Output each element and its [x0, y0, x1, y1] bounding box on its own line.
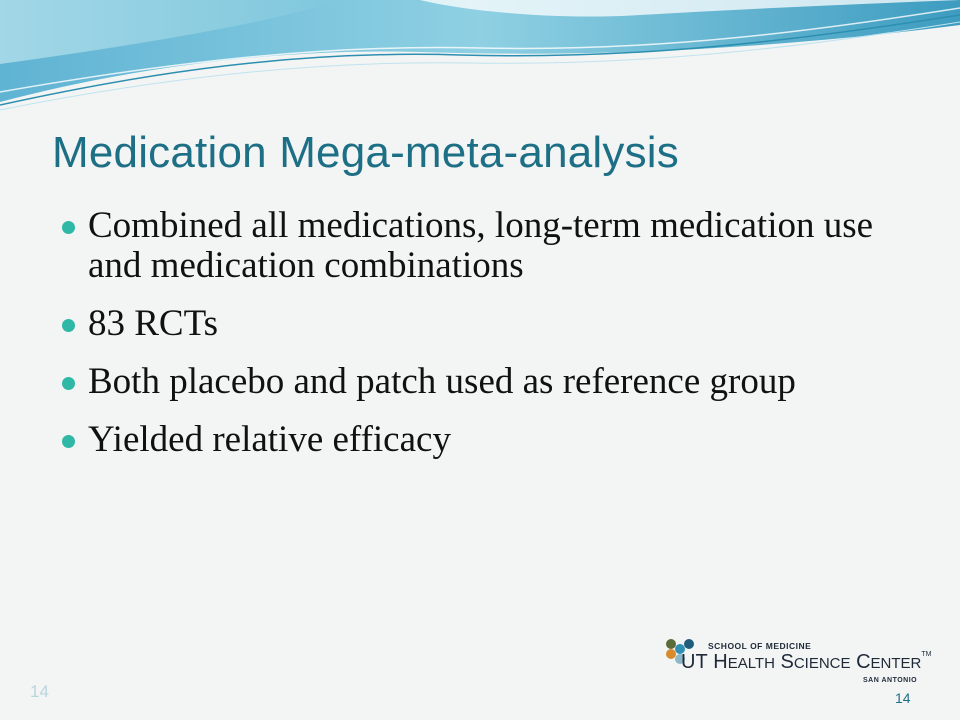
logo-institution-name: UT HEALTH SCIENCE CENTER™ — [681, 651, 932, 673]
bullet-text: Yielded relative efficacy — [88, 419, 451, 460]
bullet-item — [60, 420, 920, 460]
bullet-item — [60, 206, 920, 286]
bullet-icon — [62, 435, 75, 448]
slide-title: Medication Mega-meta-analysis — [52, 128, 679, 177]
bullet-icon — [62, 377, 75, 390]
bullet-item — [60, 304, 920, 344]
bullet-icon — [62, 319, 75, 332]
bullet-item — [60, 362, 920, 402]
logo-location-text: SAN ANTONIO — [863, 677, 918, 684]
bullet-text: 83 RCTs — [88, 303, 219, 344]
bullet-text: Combined all medications, long-term medication use and medication combinations — [88, 205, 874, 286]
uthscsa-logo — [660, 636, 960, 688]
page-number-right: 14 — [895, 690, 911, 706]
logo-school-text: SCHOOL OF MEDICINE — [708, 641, 812, 651]
page-number-left: 14 — [30, 682, 49, 701]
bullet-list — [60, 206, 920, 478]
bullet-icon — [62, 221, 75, 234]
header-wave-decoration — [0, 0, 960, 120]
bullet-text: Both placebo and patch used as reference group — [88, 361, 796, 402]
